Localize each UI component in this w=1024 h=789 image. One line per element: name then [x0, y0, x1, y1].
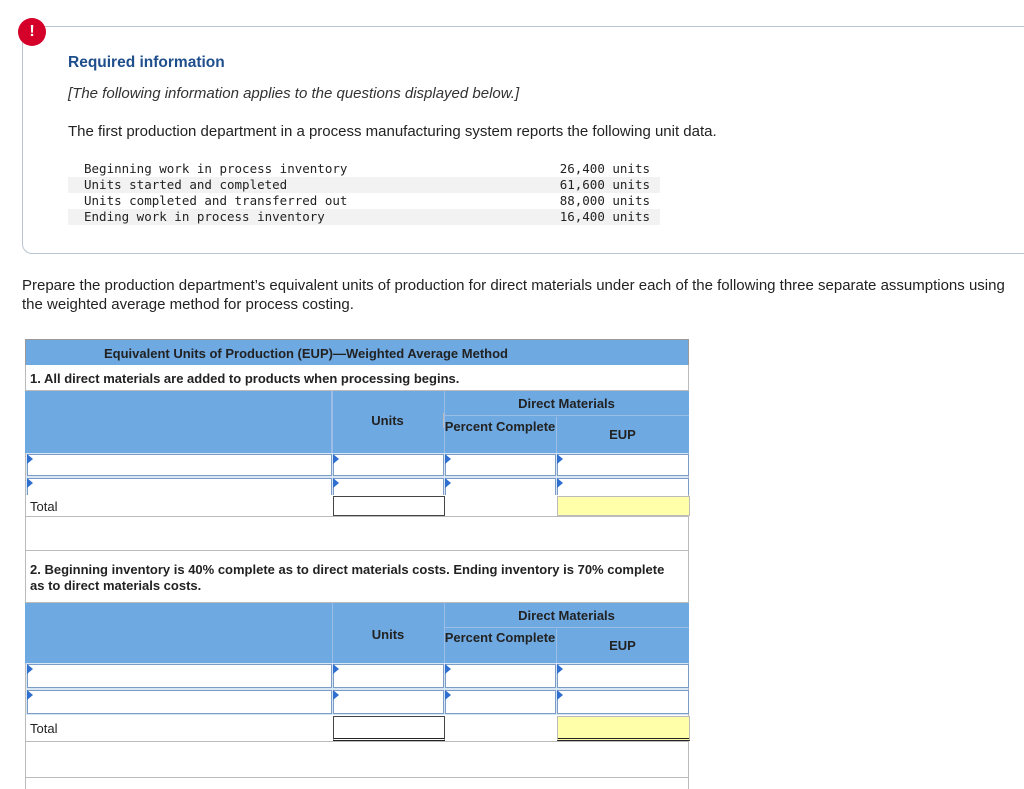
part1-row1-percent-input[interactable] — [445, 454, 556, 476]
part2-row2-eup-input[interactable] — [557, 690, 689, 714]
part1-header-blank — [25, 391, 332, 453]
part1-col-direct-materials: Direct Materials — [444, 391, 689, 416]
alert-icon: ! — [18, 18, 46, 46]
required-info-title: Required information — [68, 54, 225, 71]
instructions-text: Prepare the production department’s equivalent units of production for direct materials under each of the following three separate assumptions using the weighted average method for process costing. — [22, 277, 1005, 313]
part2-row — [25, 663, 689, 689]
part1-row1-units-input[interactable] — [333, 454, 444, 476]
part2-row1-units-input[interactable] — [333, 664, 444, 688]
part2-col-units: Units — [371, 627, 405, 642]
unit-qty: 61,600 units — [434, 177, 660, 193]
unit-label: Ending work in process inventory — [68, 209, 434, 225]
unit-row — [68, 193, 660, 209]
part2-col-eup: EUP — [609, 638, 636, 653]
unit-label: Units completed and transferred out — [84, 193, 348, 208]
part1-col-units: Units — [332, 413, 444, 428]
part2-label-row — [25, 551, 689, 603]
part2-row1-percent-input[interactable] — [445, 664, 556, 688]
part1-total-eup — [557, 496, 690, 516]
worksheet-title-bar — [25, 339, 689, 365]
part2-label: 2. Beginning inventory is 40% complete as to direct materials costs. Ending inventory is 70% complete as to direct materials costs. — [30, 562, 665, 593]
part2-row2-label-input[interactable] — [27, 690, 332, 714]
part2-total-row — [25, 715, 689, 742]
part1-total-label: Total — [30, 499, 58, 514]
unit-label: Beginning work in process inventory — [84, 161, 348, 176]
unit-label: Units started and completed — [68, 177, 434, 193]
part2-total-units — [333, 716, 445, 741]
part2-row2-percent-input[interactable] — [445, 690, 556, 714]
unit-qty: 88,000 units — [559, 193, 650, 208]
unit-data-table — [68, 161, 660, 225]
part2-header — [25, 603, 689, 663]
part1-header — [25, 391, 689, 453]
unit-qty: 16,400 units — [434, 209, 660, 225]
part2-row1-eup-input[interactable] — [557, 664, 689, 688]
eup-worksheet — [25, 339, 689, 789]
required-info-subtitle: [The following information applies to the questions displayed below.] — [68, 85, 520, 102]
part1-row1-label-input[interactable] — [27, 454, 332, 476]
section-spacer — [25, 778, 689, 789]
part1-row1-eup-input[interactable] — [557, 454, 689, 476]
unit-row — [68, 177, 660, 193]
part1-col-percent: Percent Complete — [444, 419, 556, 434]
unit-row — [68, 161, 660, 177]
part1-total-units — [333, 496, 445, 516]
part1-col-eup: EUP — [609, 427, 636, 442]
unit-qty: 26,400 units — [559, 161, 650, 176]
worksheet-title: Equivalent Units of Production (EUP)—Weighted Average Method — [104, 346, 508, 361]
section-spacer — [25, 517, 689, 551]
part2-col-percent: Percent Complete — [444, 630, 556, 645]
part2-total-eup — [557, 716, 690, 741]
part2-row — [25, 689, 689, 715]
required-info-intro: The first production department in a process manufacturing system reports the following unit data. — [68, 123, 717, 140]
part2-col-direct-materials: Direct Materials — [444, 603, 689, 628]
part1-row — [25, 453, 689, 477]
part1-total-row — [25, 495, 689, 517]
part2-row2-units-input[interactable] — [333, 690, 444, 714]
part1-label: 1. All direct materials are added to products when processing begins. — [30, 371, 460, 386]
part2-row1-label-input[interactable] — [27, 664, 332, 688]
unit-row — [68, 209, 660, 225]
section-spacer — [25, 742, 689, 778]
part2-total-label: Total — [30, 721, 58, 736]
part1-label-row — [25, 365, 689, 391]
